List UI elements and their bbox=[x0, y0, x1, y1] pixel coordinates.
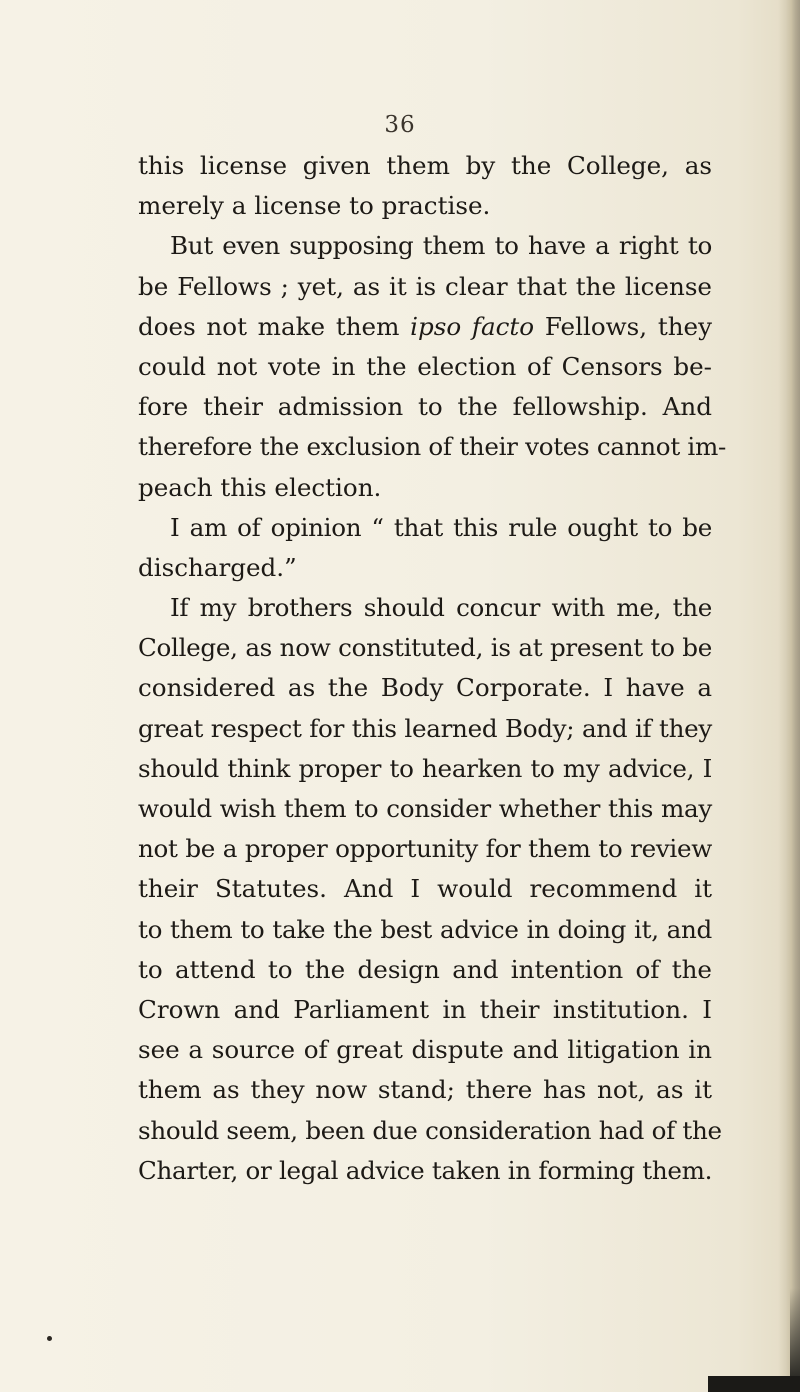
ink-speck bbox=[47, 1336, 52, 1341]
text-line: should think proper to hearken to my advice, I bbox=[138, 753, 712, 783]
page-edge-shadow bbox=[778, 0, 800, 1392]
corner-shadow bbox=[708, 1376, 800, 1392]
binding-shadow bbox=[790, 1288, 800, 1378]
text-line: be Fellows ; yet, as it is clear that the license bbox=[138, 271, 712, 301]
text-line: considered as the Body Corporate. I have a bbox=[138, 673, 712, 703]
text-line: great respect for this learned Body; and if they bbox=[138, 713, 712, 743]
italic-phrase: ipso facto bbox=[410, 311, 535, 341]
text-line: fore their admission to the fellowship. And bbox=[138, 392, 712, 422]
text-line: does not make them ipso facto Fellows, they bbox=[138, 311, 712, 341]
text-line: see a source of great dispute and litigation in bbox=[138, 1035, 712, 1065]
text-line: would wish them to consider whether this may bbox=[138, 794, 712, 823]
text-line: merely a license to practise. bbox=[138, 191, 491, 221]
text-line: Charter, or legal advice taken in forming them. bbox=[138, 1155, 713, 1185]
page-number: 36 bbox=[384, 112, 416, 138]
text-line: But even supposing them to have a right to bbox=[170, 231, 712, 261]
text-line: to them to take the best advice in doing it, and bbox=[138, 914, 712, 944]
page-body-text bbox=[138, 146, 727, 1191]
text-line: Crown and Parliament in their institution. I bbox=[138, 994, 712, 1024]
text-line: to attend to the design and intention of the bbox=[138, 954, 712, 984]
text-line: College, as now constituted, is at present to be bbox=[138, 633, 712, 663]
text-line: them as they now stand; there has not, as it bbox=[138, 1075, 712, 1105]
text-line: should seem, been due consideration had of the bbox=[138, 1115, 722, 1145]
text-line: could not vote in the election of Censors be- bbox=[138, 351, 712, 381]
text-line: not be a proper opportunity for them to review bbox=[138, 834, 712, 864]
text-line: their Statutes. And I would recommend it bbox=[138, 874, 712, 904]
text-line: this license given them by the College, as bbox=[138, 151, 712, 180]
text-line: If my brothers should concur with me, the bbox=[170, 593, 712, 623]
text-line: I am of opinion “ that this rule ought to be bbox=[170, 512, 712, 542]
text-line: therefore the exclusion of their votes cannot im- bbox=[138, 432, 727, 462]
text-line: peach this election. bbox=[138, 472, 382, 502]
text-line: discharged.” bbox=[138, 552, 297, 582]
